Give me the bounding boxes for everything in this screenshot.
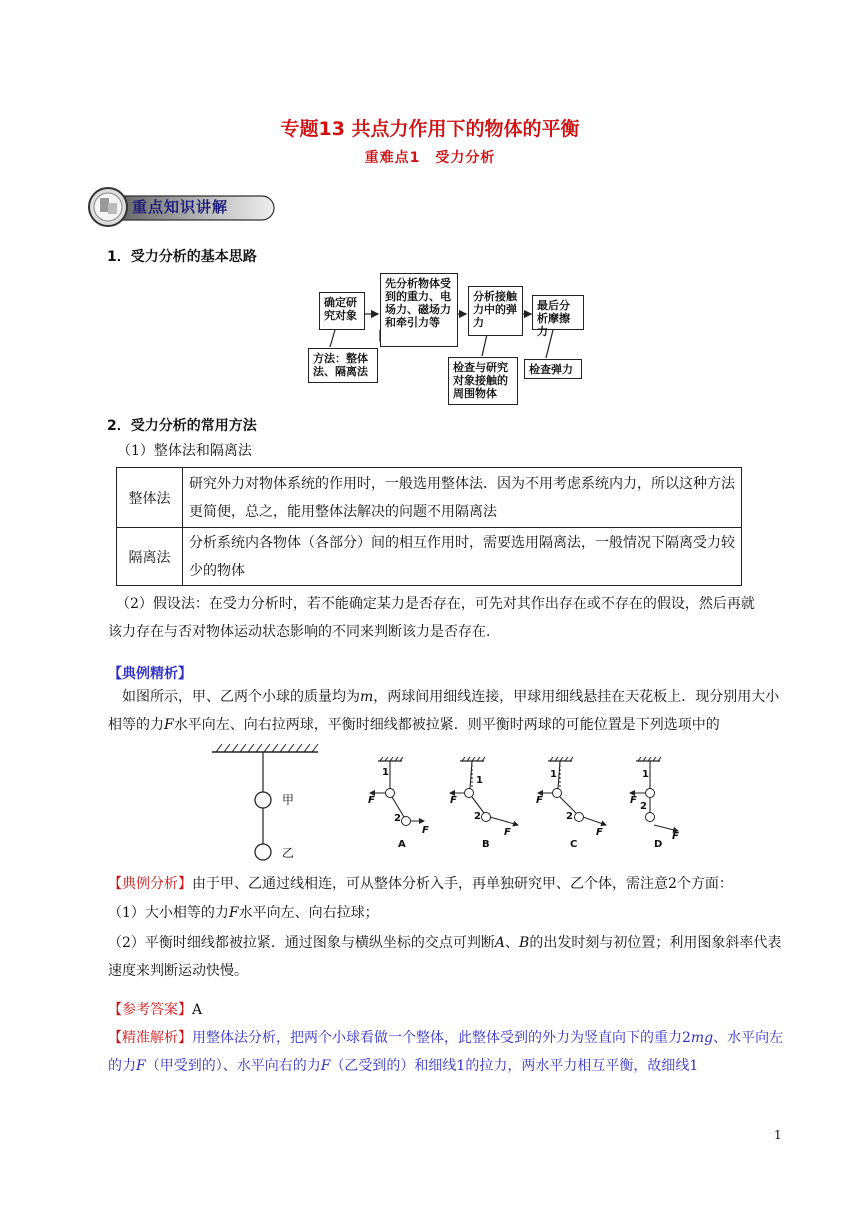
table-cell-desc: 研究外力对物体系统的作用时，一般选用整体法．因为不用考虑系统内力，所以这种方法更简便，总之，能用整体法解决的问题不用隔离法 xyxy=(183,468,742,528)
flowchart xyxy=(300,270,600,406)
option-c-string2-label: 2 xyxy=(566,811,573,822)
section2-sub1: （1）整体法和隔离法 xyxy=(117,443,252,459)
analysis-force-symbol: F xyxy=(228,905,239,921)
answer-line xyxy=(108,996,202,1024)
analysis-point1 xyxy=(108,899,788,927)
assumption-method-paragraph: （2）假设法：在受力分析时，若不能确定某力是否存在，可先对其作出存在或不存在的假设，然后再就该力存在与否对物体运动状态影响的不同来判断该力是否存在． xyxy=(108,596,755,640)
example-question xyxy=(108,683,780,739)
page-title: 专题13 共点力作用下的物体的平衡 xyxy=(280,118,580,140)
method-table xyxy=(116,467,742,586)
section-banner xyxy=(86,186,276,228)
precise-force-right-symbol: F xyxy=(320,1058,331,1074)
option-c-string1-label: 1 xyxy=(550,769,557,780)
page-subtitle: 重难点1 受力分析 xyxy=(364,150,496,166)
flow-box-friction: 最后分析摩擦力 xyxy=(532,295,584,330)
option-d-diagram xyxy=(630,757,678,831)
section1-heading: 1．受力分析的基本思路 xyxy=(107,249,257,265)
precise-text-c: （甲受到的）、水平向右的力 xyxy=(145,1058,321,1074)
example-label: 【典例精析】 xyxy=(108,666,192,682)
flow-box-research-object: 确定研究对象 xyxy=(319,292,365,330)
precise-analysis-paragraph xyxy=(108,1024,788,1080)
analysis-intro: 由于甲、乙通过线相连，可从整体分析入手，再单独研究甲、乙个体，需注意2个方面： xyxy=(192,876,733,892)
option-b-force-left-label: F xyxy=(450,795,457,806)
banner-text: 重点知识讲解 xyxy=(132,198,229,216)
section2-heading: 2．受力分析的常用方法 xyxy=(107,418,257,434)
option-d-string1-label: 1 xyxy=(642,769,649,780)
example-text-c: 水平向左、向右拉两球，平衡时细线都被拉紧．则平衡时两球的可能位置是下列选项中的 xyxy=(173,717,720,733)
option-a-string1-label: 1 xyxy=(382,767,389,778)
precise-label: 【精准解析】 xyxy=(108,1030,192,1046)
option-c-force-left-label: F xyxy=(536,795,543,806)
analysis-separator: 、 xyxy=(505,935,520,951)
analysis-point2-text-b: 的出发时刻与初位置；利用图象斜率代表速度来判断运动快慢。 xyxy=(108,935,782,979)
analysis-point1-text-a: （1）大小相等的力 xyxy=(108,905,229,921)
example-mass-symbol: m xyxy=(360,689,374,705)
option-d-force-left-label: F xyxy=(630,795,637,806)
ball-jia-label: 甲 xyxy=(282,793,295,807)
example-main-figure xyxy=(210,742,320,867)
pendulum-main-diagram xyxy=(210,742,320,867)
option-b-label: B xyxy=(482,839,490,850)
flow-box-elastic-force: 分析接触力中的弹力 xyxy=(468,286,523,336)
example-text-a: 如图所示，甲、乙两个小球的质量均为 xyxy=(122,689,360,705)
analysis-point-b: B xyxy=(519,935,530,951)
option-b-string1-label: 1 xyxy=(476,775,483,786)
flow-box-field-forces: 先分析物体受到的重力、电场力、磁场力和牵引力等 xyxy=(380,273,458,347)
precise-force-left-symbol: F xyxy=(136,1058,146,1074)
flow-note-check-elastic: 检查弹力 xyxy=(524,359,582,379)
analysis-point2-text-a: （2）平衡时细线都被拉紧．通过图象与横纵坐标的交点可判断 xyxy=(108,935,495,951)
options-figure xyxy=(360,755,690,855)
precise-text-b: 、水平向左的力 xyxy=(108,1030,784,1074)
option-b-diagram xyxy=(450,757,518,825)
table-row xyxy=(117,468,742,528)
answer-value: A xyxy=(192,1002,203,1018)
option-b-string2-label: 2 xyxy=(474,811,481,822)
table-cell-name: 整体法 xyxy=(117,468,183,528)
analysis-label: 【典例分析】 xyxy=(108,876,192,892)
analysis-point2 xyxy=(108,929,788,985)
option-d-label: D xyxy=(654,839,663,850)
option-c-force-right-label: F xyxy=(596,827,603,838)
table-cell-name: 隔离法 xyxy=(117,528,183,586)
flow-note-method: 方法：整体法、隔离法 xyxy=(308,348,378,383)
analysis-paragraph xyxy=(108,870,788,898)
option-a-force-left-label: F xyxy=(368,795,375,806)
analysis-point-a: A xyxy=(494,935,506,951)
precise-text-d: （乙受到的）和细线1的拉力，两水平力相互平衡，故细线1 xyxy=(330,1058,699,1074)
flow-note-check-objects: 检查与研究对象接触的周围物体 xyxy=(448,357,518,405)
option-d-force-right-label: F xyxy=(672,831,679,842)
table-cell-desc: 分析系统内各物体（各部分）间的相互作用时，需要选用隔离法，一般情况下隔离受力较少的物体 xyxy=(183,528,742,586)
precise-text-a: 用整体法分析，把两个小球看做一个整体，此整体受到的外力为竖直向下的重力2 xyxy=(192,1030,691,1046)
example-force-symbol: F xyxy=(164,717,174,733)
option-d-string2-label: 2 xyxy=(640,801,647,812)
answer-label: 【参考答案】 xyxy=(108,1002,192,1018)
option-c-label: C xyxy=(570,839,578,850)
option-a-label: A xyxy=(398,839,406,850)
example-text-b: ，两球间用细线连接，甲球用细线悬挂在天花板上．现分别用大小相等的力 xyxy=(108,689,780,733)
option-a-string2-label: 2 xyxy=(394,813,401,824)
page-number: 1 xyxy=(774,1128,782,1142)
table-row xyxy=(117,528,742,586)
ball-yi-label: 乙 xyxy=(282,846,295,860)
precise-gravity-symbol: mg xyxy=(690,1030,714,1046)
option-a-force-right-label: F xyxy=(422,825,429,836)
analysis-point1-text-b: 水平向左、向右拉球； xyxy=(238,905,379,921)
option-b-force-right-label: F xyxy=(504,827,511,838)
